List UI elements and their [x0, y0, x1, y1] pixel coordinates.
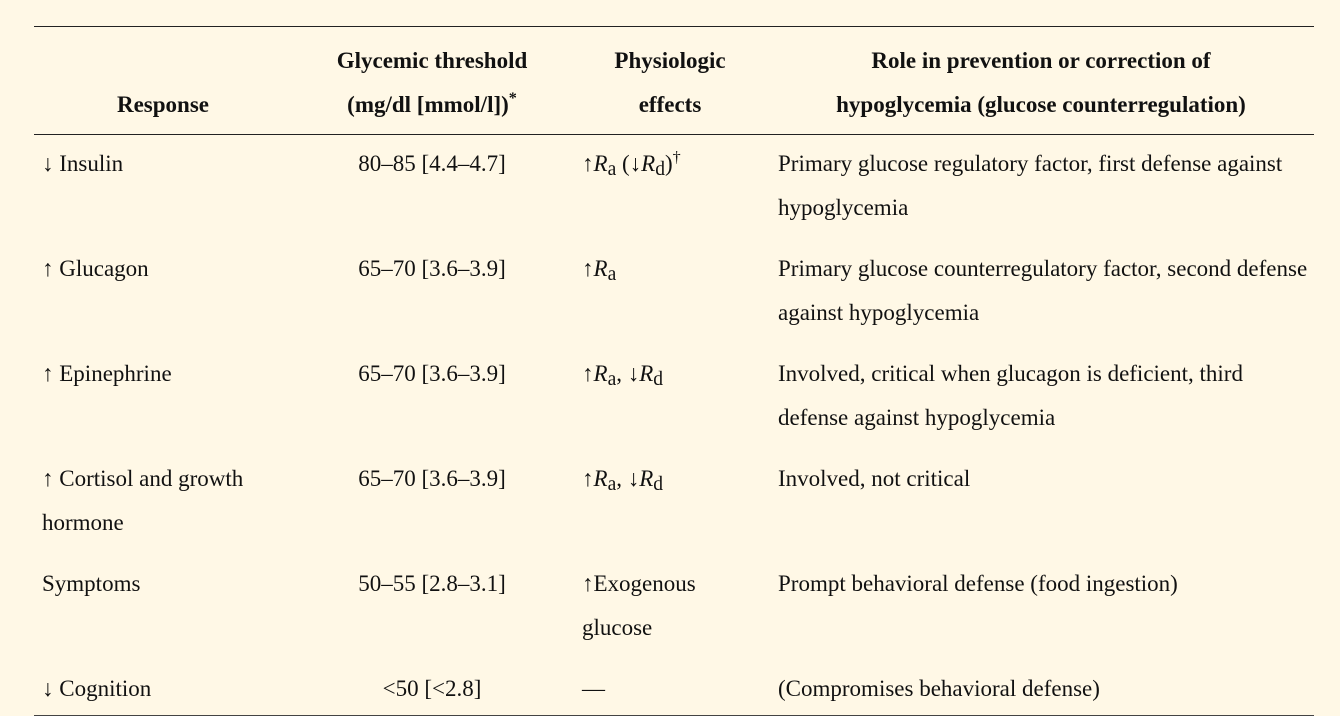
- table-row: [34, 450, 1314, 555]
- cell-threshold: 65–70 [3.6–3.9]: [358, 466, 506, 491]
- table-row: [34, 555, 1314, 660]
- table-row: [34, 135, 1314, 241]
- cell-response: ↓ Cognition: [42, 676, 152, 701]
- cell-threshold: 50–55 [2.8–3.1]: [358, 571, 506, 596]
- asterisk-footnote-mark: *: [508, 90, 517, 108]
- table-row: [34, 240, 1314, 345]
- counterregulation-table: [34, 26, 1314, 716]
- table-row: [34, 345, 1314, 450]
- cell-response: ↑ Glucagon: [42, 256, 149, 281]
- cell-role: Prompt behavioral defense (food ingestion): [778, 571, 1178, 596]
- cell-response: ↑ Cortisol and growth hormone: [42, 466, 244, 535]
- cell-effects: —: [582, 676, 605, 701]
- counterregulation-table-container: [34, 26, 1314, 716]
- dagger-footnote-mark: †: [672, 149, 681, 167]
- cell-role: Primary glucose regulatory factor, first defense against hypoglycemia: [778, 151, 1283, 220]
- cell-threshold: 65–70 [3.6–3.9]: [358, 256, 506, 281]
- header-effects: Physiologic effects: [614, 48, 726, 117]
- table-row: [34, 660, 1314, 716]
- cell-response: ↓ Insulin: [42, 151, 124, 176]
- cell-response: Symptoms: [42, 571, 141, 596]
- cell-threshold: 80–85 [4.4–4.7]: [358, 151, 506, 176]
- cell-threshold: 65–70 [3.6–3.9]: [358, 361, 506, 386]
- table-header-row: [34, 27, 1314, 135]
- cell-role: (Compromises behavioral defense): [778, 676, 1100, 701]
- cell-threshold: <50 [<2.8]: [382, 676, 482, 701]
- header-response: Response: [116, 92, 209, 117]
- cell-response: ↑ Epinephrine: [42, 361, 172, 386]
- cell-effects: $↑R_a$, $↓R_d$: [582, 466, 664, 495]
- cell-role: Primary glucose counterregulatory factor, second defense against hypoglycemia: [778, 256, 1308, 325]
- cell-effects: $↑R_a$ $(↓R_d)^\dagger$: [582, 149, 681, 180]
- cell-effects: $↑R_a$: [582, 256, 617, 285]
- cell-effects: ↑Exogenous glucose: [582, 571, 696, 640]
- header-role: Role in prevention or correction of hypoglycemia (glucose counterregulation): [836, 48, 1246, 117]
- cell-role: Involved, not critical: [778, 466, 971, 491]
- cell-effects: $↑R_a$, $↓R_d$: [582, 361, 664, 390]
- cell-role: Involved, critical when glucagon is deficient, third defense against hypoglycemia: [778, 361, 1243, 430]
- header-threshold: Glycemic threshold (mg/dl [mmol/l])*: [336, 48, 528, 117]
